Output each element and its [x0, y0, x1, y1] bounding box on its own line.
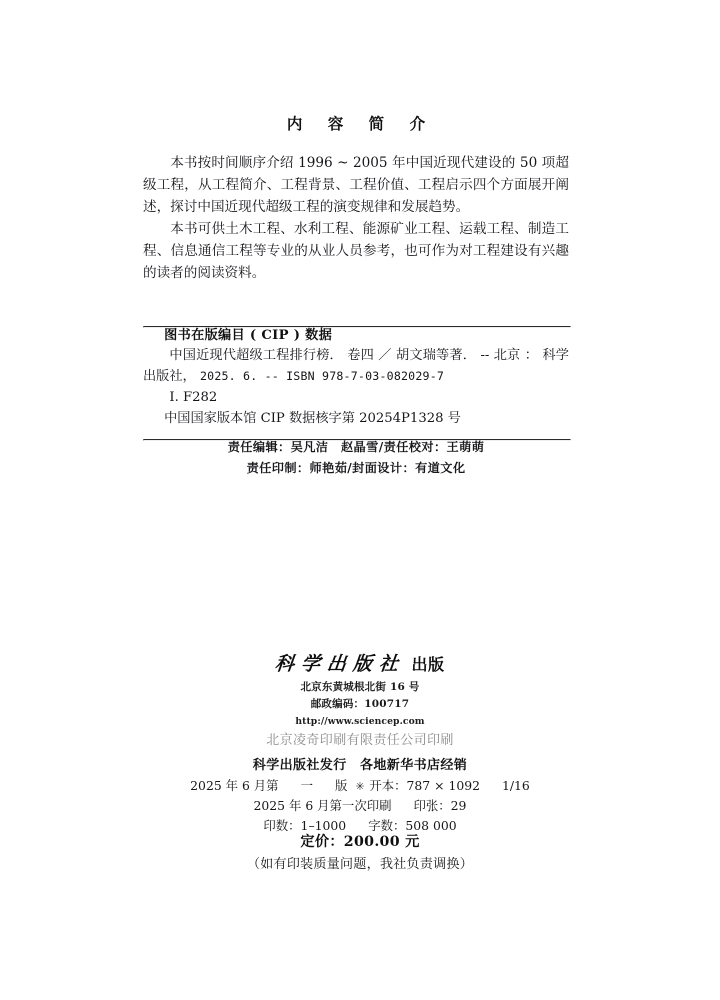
- publisher-section: [0, 655, 720, 795]
- specs-print-run: 印数：1–1000: [263, 818, 347, 834]
- publisher-url: http://www.sciencep.com: [295, 716, 425, 727]
- specs-format: 开本：787 × 1092: [369, 778, 480, 793]
- credits-editor-line: 责任编辑：吴凡洁 赵晶雪/责任校对：王萌萌: [227, 440, 485, 454]
- specs-edition-number: 一: [300, 778, 313, 793]
- specs-edition-word: 版: [334, 778, 348, 793]
- specs-sheets: 印张：29: [413, 798, 467, 814]
- cip-record-number: 中国国家版本馆 CIP 数据核字第 20254P1328 号: [164, 411, 461, 427]
- abstract-paragraph-1: 本书按时间顺序介绍 1996 ~ 2005 年中国近现代建设的 50 项超级工程，从工程简介、工程背景、工程价值、工程启示四个方面展开阐述，探讨中国近现代超级工程的演变规律和发展趋势。: [143, 155, 569, 216]
- abstract-paragraph-2: 本书可供土木工程、水利工程、能源矿业工程、运载工程、制造工程、信息通信工程等专业的从业人员参考，也可作为对工程建设有兴趣的读者的阅读资料。: [143, 221, 569, 282]
- abstract-title: 内 容 简 介: [286, 114, 436, 133]
- publisher-printer: 北京凌奇印刷有限责任公司印刷: [266, 733, 454, 749]
- price-value: 定价：200.00 元: [300, 834, 420, 850]
- publisher-distribution: 科学出版社发行 各地新华书店经销: [252, 758, 468, 774]
- specs-word-count: 字数：508 000: [368, 818, 457, 834]
- specs-print-date: 2025 年 6 月第一次印刷: [253, 798, 392, 814]
- specs-edition-line: [0, 776, 720, 796]
- credits-section: [143, 437, 569, 479]
- price-section: [0, 830, 720, 876]
- publisher-logo: 科学出版社: [274, 653, 407, 675]
- cip-section: [143, 326, 569, 430]
- publisher-logo-line: [0, 655, 720, 674]
- publisher-verb: 出版: [411, 654, 445, 674]
- cip-classification: Ⅰ. F282: [169, 390, 218, 406]
- price-note: （如有印装质量问题，我社负责调换）: [246, 857, 474, 873]
- cip-entry-publication: 2025. 6. -- ISBN 978-7-03-082029-7: [199, 369, 445, 384]
- cip-entry: [143, 346, 569, 388]
- separator-asterisk: ✳: [355, 780, 365, 794]
- credits-production-line: 责任印制：师艳茹/封面设计：有道文化: [246, 460, 466, 475]
- abstract-section: [143, 112, 569, 284]
- cip-heading: 图书在版编目 ( CIP ) 数据: [164, 328, 333, 343]
- specs-print-line: [0, 796, 720, 816]
- publisher-address: 北京东黄城根北街 16 号: [300, 681, 420, 693]
- specs-section: [0, 776, 720, 836]
- specs-format-fraction: 1/16: [501, 778, 530, 793]
- publisher-postcode: 邮政编码：100717: [310, 698, 410, 710]
- specs-edition-date: 2025 年 6 月第: [190, 778, 279, 793]
- cip-entry-title: 中国近现代超级工程排行榜． 卷四 ／ 胡文瑞等著． -- 北京 ： 科学出版社，: [143, 348, 569, 385]
